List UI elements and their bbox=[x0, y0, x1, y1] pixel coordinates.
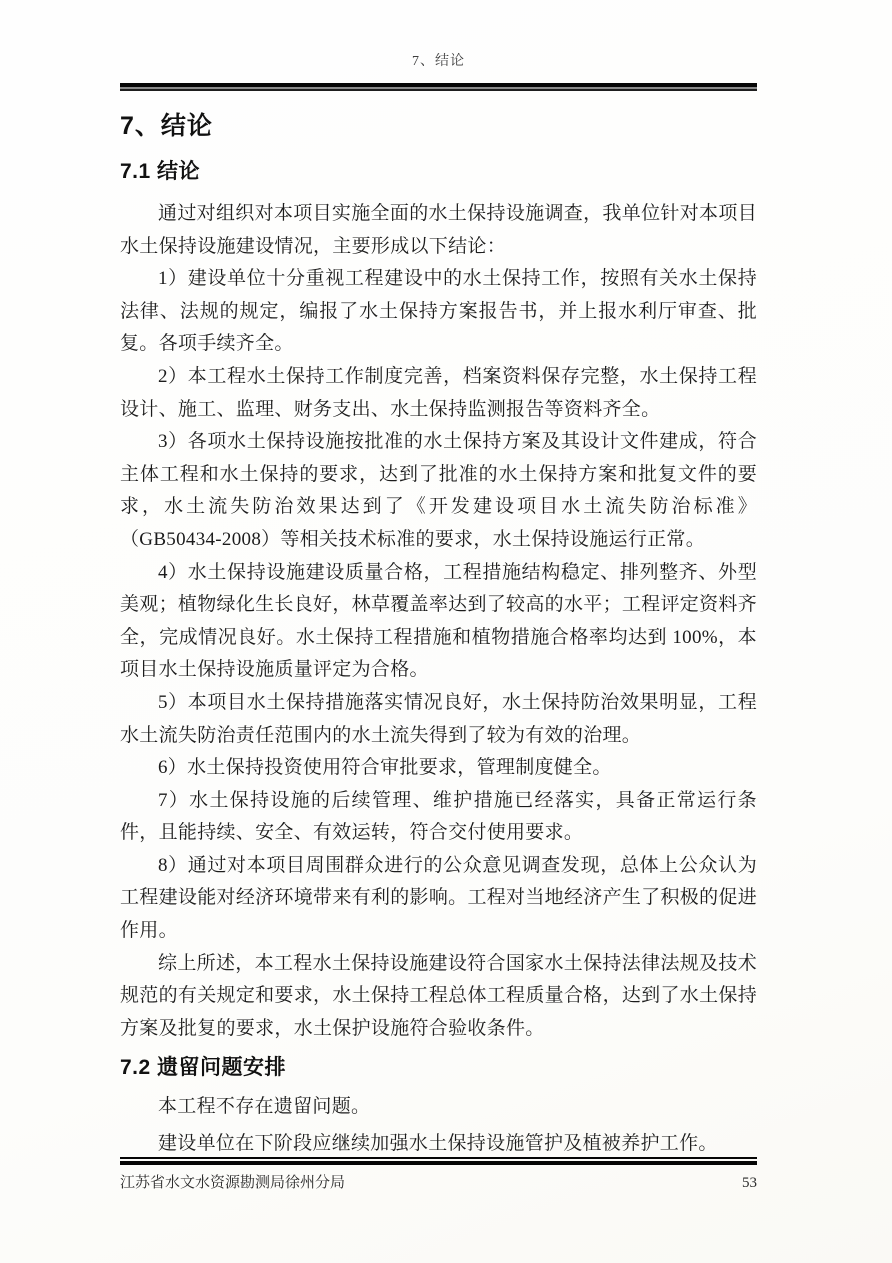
chapter-heading: 7、结论 bbox=[120, 112, 213, 140]
paragraph-item-7: 7）水土保持设施的后续管理、维护措施已经落实，具备正常运行条件，且能持续、安全、有效运转，符合交付使用要求。 bbox=[120, 789, 757, 844]
paragraph-item-6: 6）水土保持投资使用符合审批要求，管理制度健全。 bbox=[158, 757, 612, 779]
running-header bbox=[120, 54, 757, 91]
paragraph-item-1: 1）建设单位十分重视工程建设中的水土保持工作，按照有关水土保持法律、法规的规定，编报了水土保持方案报告书，并上报水利厅审查、批复。各项手续齐全。 bbox=[120, 268, 757, 355]
footer-row bbox=[120, 1171, 757, 1192]
page-number: 53 bbox=[742, 1175, 757, 1191]
paragraph-no-remaining-issues: 本工程不存在遗留问题。 bbox=[158, 1096, 371, 1118]
footer-rule bbox=[120, 1157, 757, 1165]
paragraph-maintenance-advice: 建设单位在下阶段应继续加强水土保持设施管护及植被养护工作。 bbox=[158, 1133, 718, 1155]
footer-organization: 江苏省水文水资源勘测局徐州分局 bbox=[120, 1175, 346, 1191]
paragraph-summary: 综上所述，本工程水土保持设施建设符合国家水土保持法律法规及技术规范的有关规定和要求，水土保持工程总体工程质量合格，达到了水土保持方案及批复的要求，水土保护设施符合验收条件。 bbox=[120, 952, 757, 1039]
header-rule bbox=[120, 83, 757, 91]
paragraph-item-3: 3）各项水土保持设施按批准的水土保持方案及其设计文件建成，符合主体工程和水土保持的要求，达到了批准的水土保持方案和批复文件的要求，水土流失防治效果达到了《开发建设项目水土流失防治标准》（GB50434-2008）等相关技术标准的要求，水土保持设施运行正常。 bbox=[120, 431, 757, 550]
paragraph-item-4: 4）水土保持设施建设质量合格，工程措施结构稳定、排列整齐、外型美观；植物绿化生长良好，林草覆盖率达到了较高的水平；工程评定资料齐全，完成情况良好。水土保持工程措施和植物措施合格率均达到 100%，本项目水土保持设施质量评定为合格。 bbox=[120, 561, 757, 681]
running-header-title: 7、结论 bbox=[412, 54, 465, 69]
paragraph-item-2: 2）本工程水土保持工作制度完善，档案资料保存完整，水土保持工程设计、施工、监理、财务支出、水土保持监测报告等资料齐全。 bbox=[120, 365, 757, 420]
paragraph-item-5: 5）本项目水土保持措施落实情况良好，水土保持防治效果明显，工程水土流失防治责任范围内的水土流失得到了较为有效的治理。 bbox=[120, 691, 757, 746]
section-7-1-heading: 7.1 结论 bbox=[120, 160, 201, 183]
page-footer bbox=[120, 1157, 757, 1192]
section-7-2-body bbox=[120, 1091, 757, 1160]
section-7-1-body bbox=[120, 198, 757, 1045]
section-7-2-heading: 7.2 遗留问题安排 bbox=[120, 1056, 287, 1080]
paragraph-item-8: 8）通过对本项目周围群众进行的公众意见调查发现，总体上公众认为工程建设能对经济环境带来有利的影响。工程对当地经济产生了积极的促进作用。 bbox=[120, 854, 757, 942]
paragraph-intro: 通过对组织对本项目实施全面的水土保持设施调查，我单位针对本项目水土保持设施建设情况，主要形成以下结论： bbox=[120, 203, 757, 257]
